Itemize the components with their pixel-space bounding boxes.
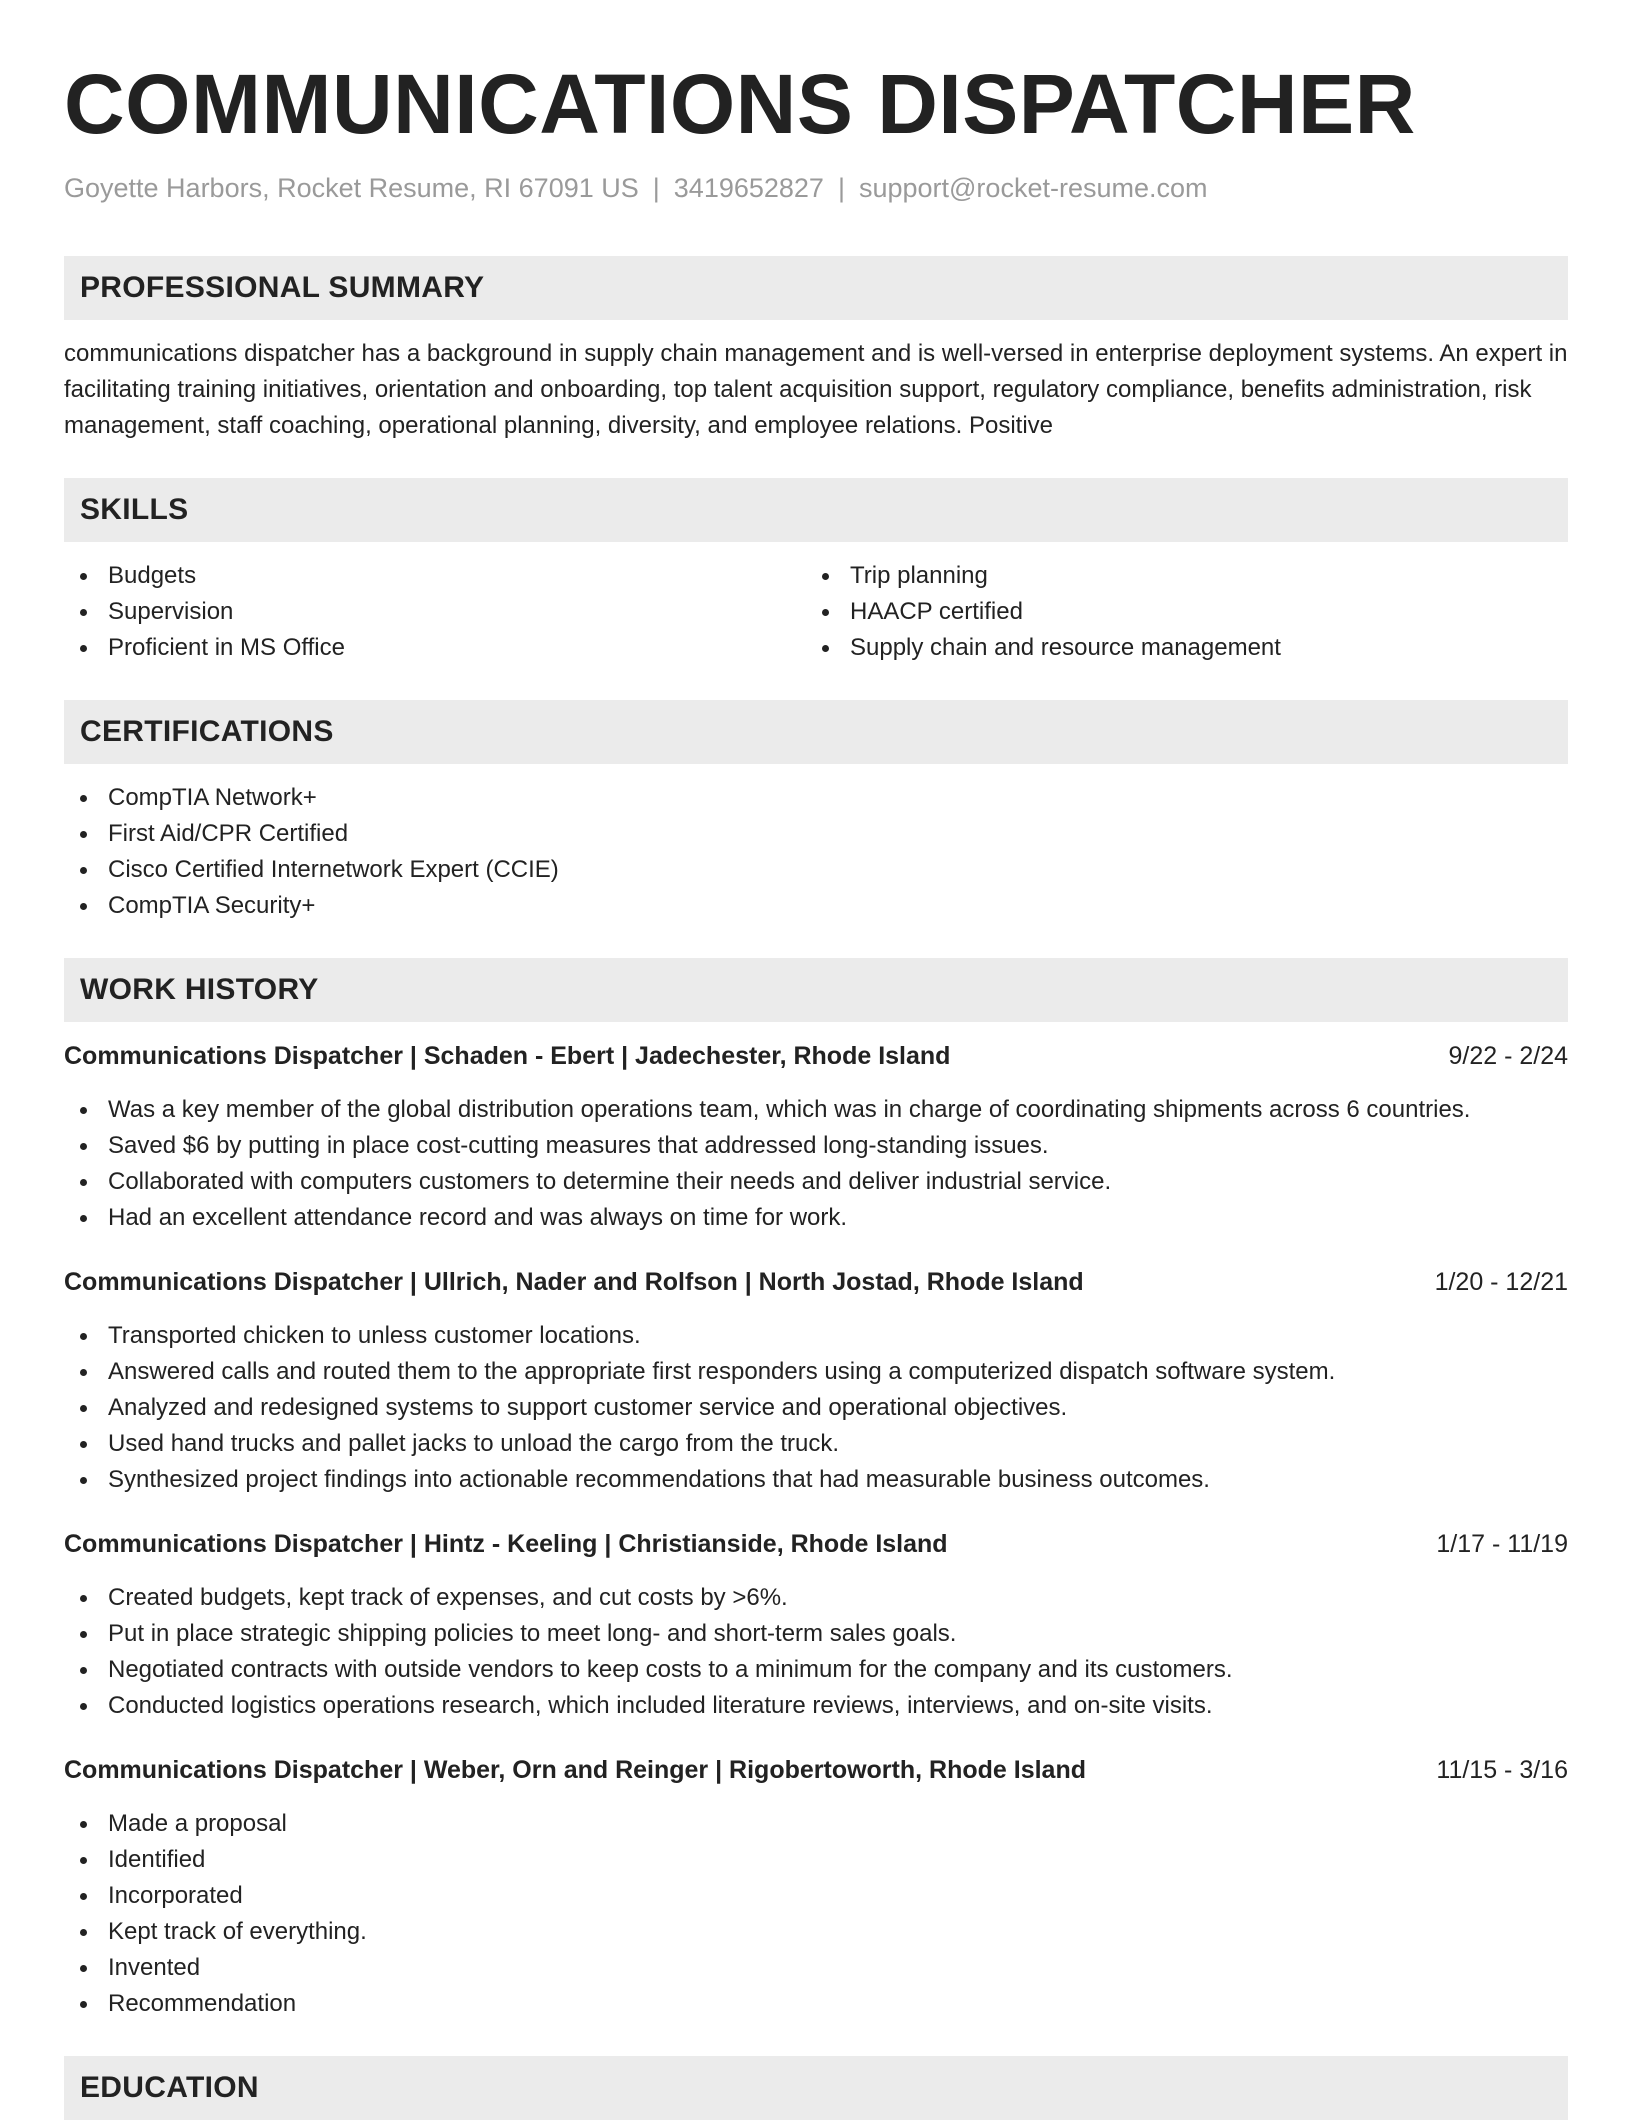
job-entry xyxy=(64,1752,1568,2022)
skill-item: Supervision xyxy=(64,594,806,630)
summary-text: communications dispatcher has a background in supply chain management and is well-versed in enterprise deployment systems. An expert in facilitating training initiatives, orientation and onboarding, top talent acquisition support, regulatory compliance, benefits administration, risk management, staff coaching, operational planning, diversity, and employee relations. Positive xyxy=(64,340,1568,439)
job-bullet: Identified xyxy=(64,1842,1568,1878)
job-entry xyxy=(64,1264,1568,1498)
job-bullet: Analyzed and redesigned systems to support customer service and operational objectives. xyxy=(64,1390,1568,1426)
job-bullet: Transported chicken to unless customer locations. xyxy=(64,1318,1568,1354)
job-header xyxy=(64,1526,1568,1562)
skill-item: Trip planning xyxy=(806,558,1548,594)
section-header-certifications: CERTIFICATIONS xyxy=(64,700,1568,764)
job-dates: 1/20 - 12/21 xyxy=(1434,1268,1568,1296)
contact-address: Goyette Harbors, Rocket Resume, RI 67091 US xyxy=(64,173,639,203)
skill-item: Proficient in MS Office xyxy=(64,630,806,666)
skill-item: Supply chain and resource management xyxy=(806,630,1548,666)
contact-phone: 3419652827 xyxy=(673,173,824,203)
job-bullet: Created budgets, kept track of expenses, and cut costs by >6%. xyxy=(64,1580,1568,1616)
resume-page xyxy=(64,0,1568,2120)
job-bullet: Used hand trucks and pallet jacks to unload the cargo from the truck. xyxy=(64,1426,1568,1462)
certification-item: Cisco Certified Internetwork Expert (CCIE) xyxy=(64,852,1568,888)
job-bullet: Conducted logistics operations research, which included literature reviews, interviews, and on-site visits. xyxy=(64,1688,1568,1724)
job-dates: 9/22 - 2/24 xyxy=(1448,1042,1568,1070)
job-bullet: Incorporated xyxy=(64,1878,1568,1914)
section-header-summary: PROFESSIONAL SUMMARY xyxy=(64,256,1568,320)
job-entry xyxy=(64,1038,1568,1236)
job-bullet: Put in place strategic shipping policies to meet long- and short-term sales goals. xyxy=(64,1616,1568,1652)
job-bullet: Was a key member of the global distribution operations team, which was in charge of coordinating shipments across 6 countries. xyxy=(64,1092,1568,1128)
job-dates: 11/15 - 3/16 xyxy=(1436,1756,1568,1784)
job-bullets xyxy=(64,1806,1568,2022)
job-bullet: Negotiated contracts with outside vendors to keep costs to a minimum for the company and its customers. xyxy=(64,1652,1568,1688)
skills-column-left xyxy=(64,558,806,666)
job-bullet: Collaborated with computers customers to determine their needs and deliver industrial service. xyxy=(64,1164,1568,1200)
job-entry xyxy=(64,1526,1568,1724)
job-header xyxy=(64,1752,1568,1788)
job-bullet: Recommendation xyxy=(64,1986,1568,2022)
section-header-education: EDUCATION xyxy=(64,2056,1568,2120)
contact-line xyxy=(64,170,1568,206)
job-title: Communications Dispatcher | Hintz - Keeling | Christianside, Rhode Island xyxy=(64,1530,948,1558)
job-bullet: Answered calls and routed them to the appropriate first responders using a computerized dispatch software system. xyxy=(64,1354,1568,1390)
job-header xyxy=(64,1264,1568,1300)
certification-item: First Aid/CPR Certified xyxy=(64,816,1568,852)
section-header-work-history: WORK HISTORY xyxy=(64,958,1568,1022)
job-bullet: Saved $6 by putting in place cost-cutting measures that addressed long-standing issues. xyxy=(64,1128,1568,1164)
skills-column-right xyxy=(806,558,1548,666)
job-dates: 1/17 - 11/19 xyxy=(1436,1530,1568,1558)
contact-separator: | xyxy=(652,173,660,203)
job-bullets xyxy=(64,1580,1568,1724)
job-bullet: Synthesized project findings into actionable recommendations that had measurable business outcomes. xyxy=(64,1462,1568,1498)
job-title: Communications Dispatcher | Weber, Orn and Reinger | Rigobertoworth, Rhode Island xyxy=(64,1756,1086,1784)
job-bullet: Kept track of everything. xyxy=(64,1914,1568,1950)
section-header-skills: SKILLS xyxy=(64,478,1568,542)
job-bullets xyxy=(64,1318,1568,1498)
certifications-list xyxy=(64,780,1568,924)
certification-item: CompTIA Network+ xyxy=(64,780,1568,816)
skill-item: HAACP certified xyxy=(806,594,1548,630)
contact-email: support@rocket-resume.com xyxy=(858,173,1208,203)
job-bullets xyxy=(64,1092,1568,1236)
candidate-title: COMMUNICATIONS DISPATCHER xyxy=(64,57,1416,151)
job-bullet: Made a proposal xyxy=(64,1806,1568,1842)
contact-separator: | xyxy=(837,173,845,203)
job-title: Communications Dispatcher | Ullrich, Nader and Rolfson | North Jostad, Rhode Island xyxy=(64,1268,1084,1296)
job-header xyxy=(64,1038,1568,1074)
job-title: Communications Dispatcher | Schaden - Ebert | Jadechester, Rhode Island xyxy=(64,1042,951,1070)
certification-item: CompTIA Security+ xyxy=(64,888,1568,924)
skill-item: Budgets xyxy=(64,558,806,594)
job-bullet: Invented xyxy=(64,1950,1568,1986)
skills-list xyxy=(64,558,1568,666)
job-bullet: Had an excellent attendance record and was always on time for work. xyxy=(64,1200,1568,1236)
